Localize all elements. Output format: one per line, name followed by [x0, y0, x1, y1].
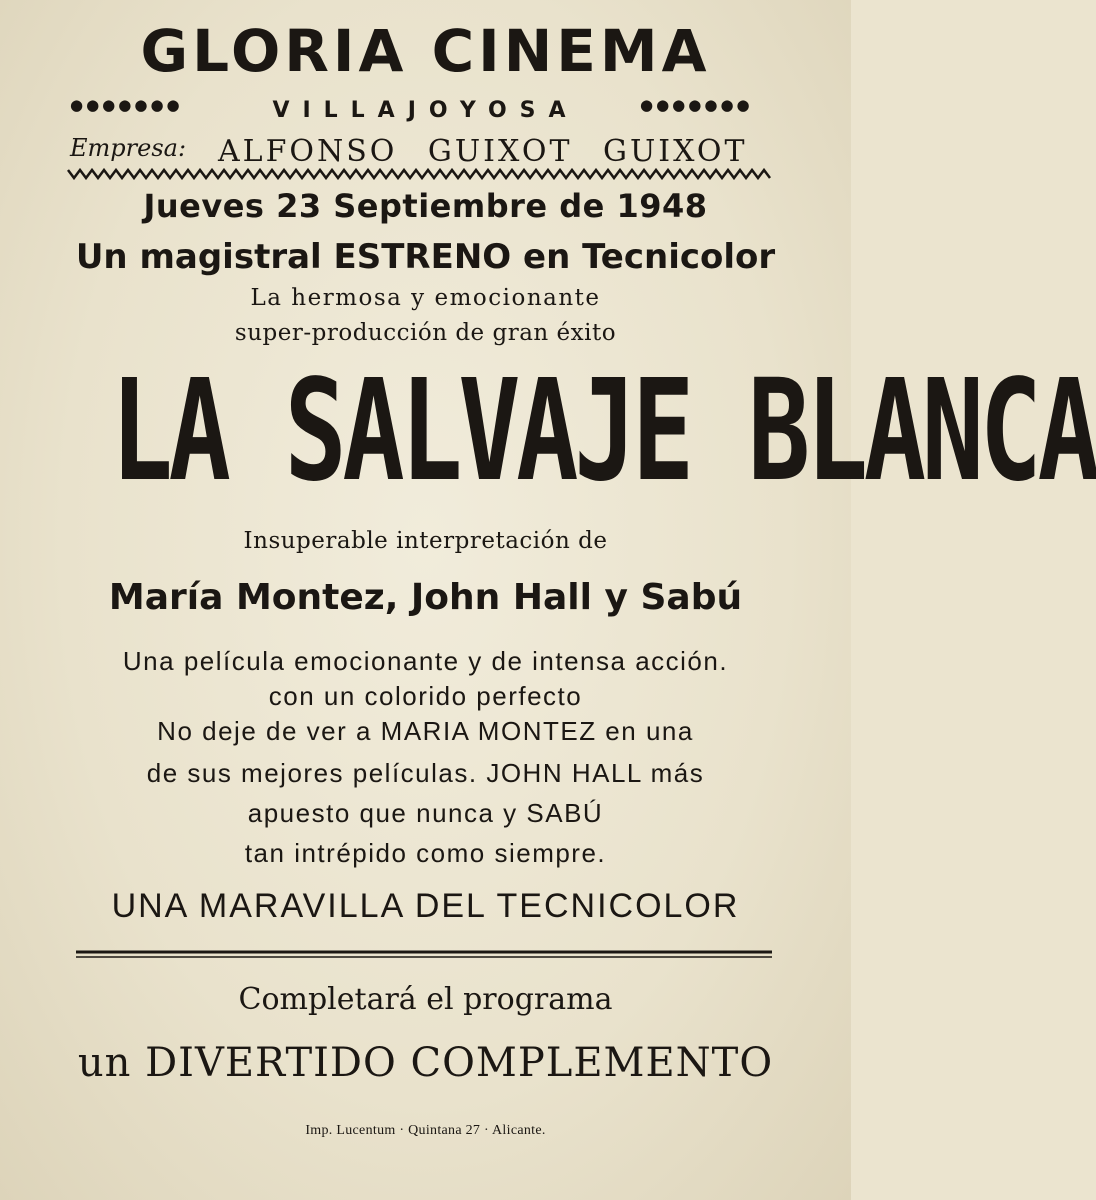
tagline-line-2: super-producción de gran éxito: [234, 320, 617, 346]
premiere-line: Un magistral ESTRENO en Tecnicolor: [75, 237, 776, 277]
description-line-4: de sus mejores películas. JOHN HALL más: [146, 758, 705, 788]
description-line-2: con un colorido perfecto: [268, 681, 583, 711]
program-line-1: Completará el programa: [238, 982, 613, 1017]
performance-intro: Insuperable interpretación de: [243, 528, 608, 554]
empresa-label: Empresa:: [70, 134, 187, 162]
program-line-2: un DIVERTIDO COMPLEMENTO: [77, 1040, 774, 1086]
description-line-3: No deje de ver a MARIA MONTEZ en una: [157, 716, 694, 746]
decorative-dots-right: ●●●●●●●: [640, 96, 753, 114]
town-name: VILLAJOYOSA: [272, 98, 579, 123]
film-title: LA SALVAJE BLANCA: [110, 350, 1096, 513]
screening-date: Jueves 23 Septiembre de 1948: [143, 187, 708, 225]
cast-names: María Montez, John Hall y Sabú: [108, 577, 743, 618]
description-line-1: Una película emocionante y de intensa acción.: [122, 646, 729, 676]
tagline-line-1: La hermosa y emocionante: [250, 285, 601, 311]
empresa-name: ALFONSO GUIXOT GUIXOT: [218, 134, 748, 169]
double-rule-divider: [76, 950, 772, 960]
zigzag-divider: [68, 168, 772, 180]
closing-slogan: UNA MARAVILLA DEL TECNICOLOR: [111, 887, 740, 925]
printer-credit: Imp. Lucentum · Quintana 27 · Alicante.: [305, 1123, 546, 1138]
cinema-name: GLORIA CINEMA: [140, 17, 711, 85]
decorative-dots-left: ●●●●●●●: [70, 96, 183, 114]
description-line-6: tan intrépido como siempre.: [244, 838, 607, 868]
description-line-5: apuesto que nunca y SABÚ: [247, 798, 604, 828]
